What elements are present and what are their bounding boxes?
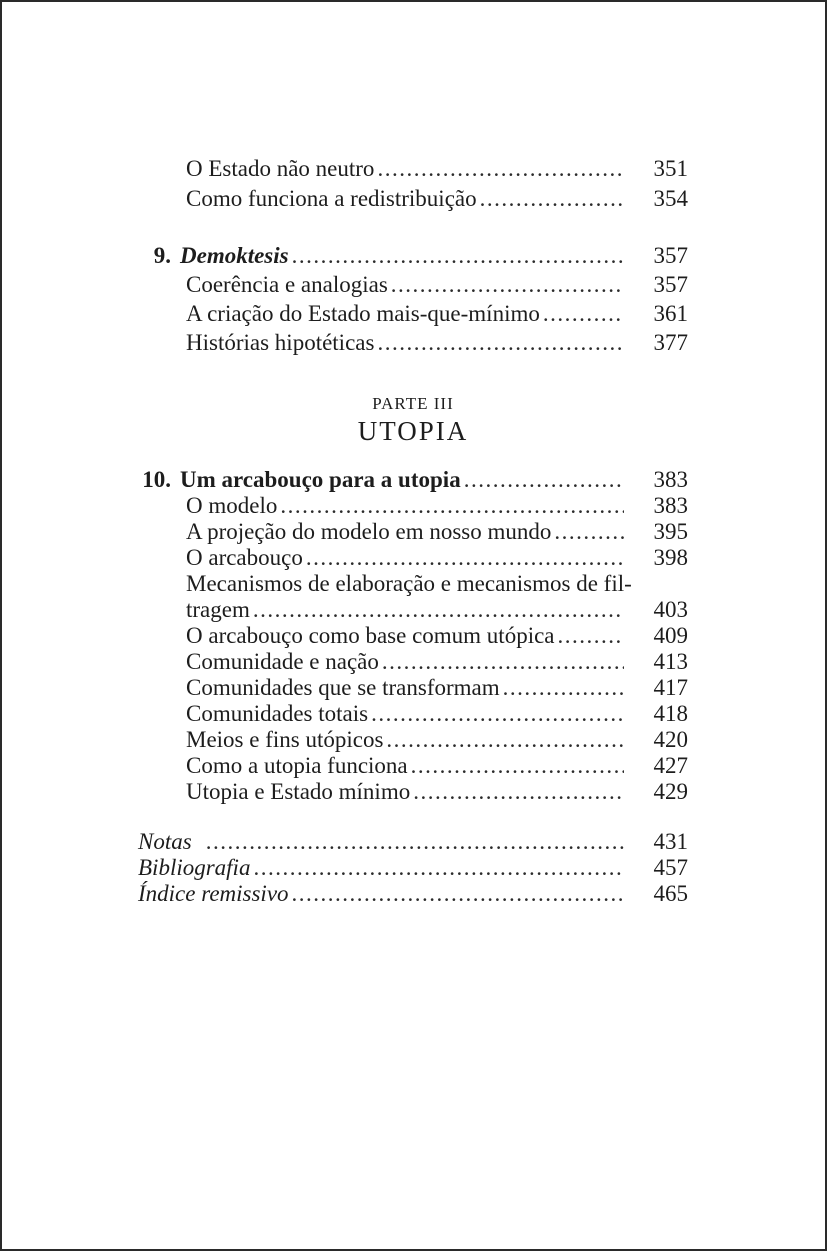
toc-entry-label: Como a utopia funciona [186, 753, 408, 778]
dot-leader [253, 597, 624, 623]
toc-entry-label: Notas [138, 829, 192, 854]
dot-leader [391, 270, 624, 299]
toc-entry-page: 429 [653, 779, 688, 804]
toc-entry [138, 779, 688, 805]
table-of-contents [138, 154, 688, 907]
dot-leader [503, 675, 624, 701]
toc-entry-page: 457 [653, 855, 688, 880]
toc-entry [138, 270, 688, 299]
dot-leader [480, 184, 624, 214]
toc-entry-label: O arcabouço [186, 545, 303, 570]
toc-entry [138, 753, 688, 779]
toc-entry-wrapped-line2 [138, 597, 688, 623]
toc-entry-page: 395 [653, 519, 688, 544]
toc-entry-label: O Estado não neutro [186, 156, 375, 181]
dot-leader [206, 829, 624, 855]
toc-entry [138, 623, 688, 649]
toc-entry-label: Bibliografia [138, 855, 251, 880]
dot-leader [543, 299, 624, 328]
toc-entry-label: Índice remissivo [138, 881, 289, 906]
toc-entry [138, 649, 688, 675]
toc-entry-page: 354 [653, 186, 688, 211]
toc-entry [138, 299, 688, 328]
chapter-title: Demoktesis [180, 243, 289, 268]
toc-entry-label: tragem [186, 597, 250, 622]
toc-entry [138, 154, 688, 184]
toc-entry [138, 829, 688, 855]
toc-entry-page: 377 [653, 330, 688, 355]
toc-entry-label: Comunidades que se transformam [186, 675, 500, 700]
toc-entry-label: Comunidades totais [186, 701, 369, 726]
dot-leader [280, 493, 624, 519]
toc-entry-page: 357 [653, 272, 688, 297]
toc-group-chapter9 [138, 241, 688, 357]
toc-group-chapter10 [138, 467, 688, 805]
toc-entry-wrapped-line1 [138, 571, 688, 597]
toc-entry-page: 383 [653, 467, 688, 492]
toc-entry [138, 545, 688, 571]
toc-entry [138, 675, 688, 701]
part-title: UTOPIA [357, 416, 469, 446]
toc-entry-page: 383 [653, 493, 688, 518]
toc-entry-label: A projeção do modelo em nosso mundo [186, 519, 552, 544]
chapter-number: 10. [142, 467, 171, 492]
dot-leader [306, 545, 624, 571]
toc-entry [138, 184, 688, 214]
dot-leader [371, 701, 624, 727]
toc-chapter-entry [138, 241, 688, 270]
dot-leader [558, 623, 624, 649]
toc-chapter-label [138, 241, 289, 270]
dot-leader [464, 467, 624, 493]
toc-entry-page: 465 [653, 881, 688, 906]
dot-leader [292, 881, 624, 907]
toc-entry-label: Coerência e analogias [186, 272, 388, 297]
dot-leader [554, 519, 624, 545]
chapter-number: 9. [153, 243, 171, 268]
toc-entry [138, 701, 688, 727]
toc-entry [138, 519, 688, 545]
toc-chapter-label [138, 467, 461, 493]
toc-entry-page: 420 [653, 727, 688, 752]
toc-entry-page: 361 [653, 301, 688, 326]
toc-entry-label: O arcabouço como base comum utópica [186, 623, 555, 648]
toc-entry-page: 357 [653, 243, 688, 268]
toc-entry-label: O modelo [186, 493, 278, 518]
dot-leader [377, 328, 624, 357]
dot-leader [386, 727, 624, 753]
toc-entry [138, 855, 688, 881]
toc-entry-page: 431 [653, 829, 688, 854]
toc-entry-label: Meios e fins utópicos [186, 727, 384, 752]
toc-entry-label: A criação do Estado mais-que-mínimo [186, 301, 540, 326]
toc-entry [138, 493, 688, 519]
toc-entry-label: Histórias hipotéticas [186, 330, 375, 355]
toc-entry-label: Comunidade e nação [186, 649, 379, 674]
toc-entry-page: 417 [653, 675, 688, 700]
dot-leader [292, 241, 624, 270]
toc-entry [138, 881, 688, 907]
toc-entry-label: Mecanismos de elaboração e mecanismos de fil- [186, 571, 632, 596]
dot-leader [253, 855, 624, 881]
toc-entry-page: 413 [653, 649, 688, 674]
toc-entry-page: 427 [653, 753, 688, 778]
part-heading [138, 393, 688, 447]
toc-entry-page: 418 [653, 701, 688, 726]
toc-chapter-entry [138, 467, 688, 493]
toc-entry-page: 351 [653, 156, 688, 181]
toc-entry-page: 409 [653, 623, 688, 648]
toc-entry [138, 727, 688, 753]
dot-leader [413, 779, 624, 805]
dot-leader [411, 753, 624, 779]
dot-leader [377, 154, 624, 184]
dot-leader [382, 649, 624, 675]
toc-group-chapter8-tail [138, 154, 688, 214]
toc-entry-page: 398 [653, 545, 688, 570]
toc-entry-label: Utopia e Estado mínimo [186, 779, 411, 804]
toc-entry-page: 403 [653, 597, 688, 622]
part-kicker: PARTE III [372, 394, 454, 413]
chapter-title: Um arcabouço para a utopia [180, 467, 461, 492]
toc-entry-label: Como funciona a redistribuição [186, 186, 477, 211]
toc-entry [138, 328, 688, 357]
toc-group-back-matter [138, 829, 688, 907]
